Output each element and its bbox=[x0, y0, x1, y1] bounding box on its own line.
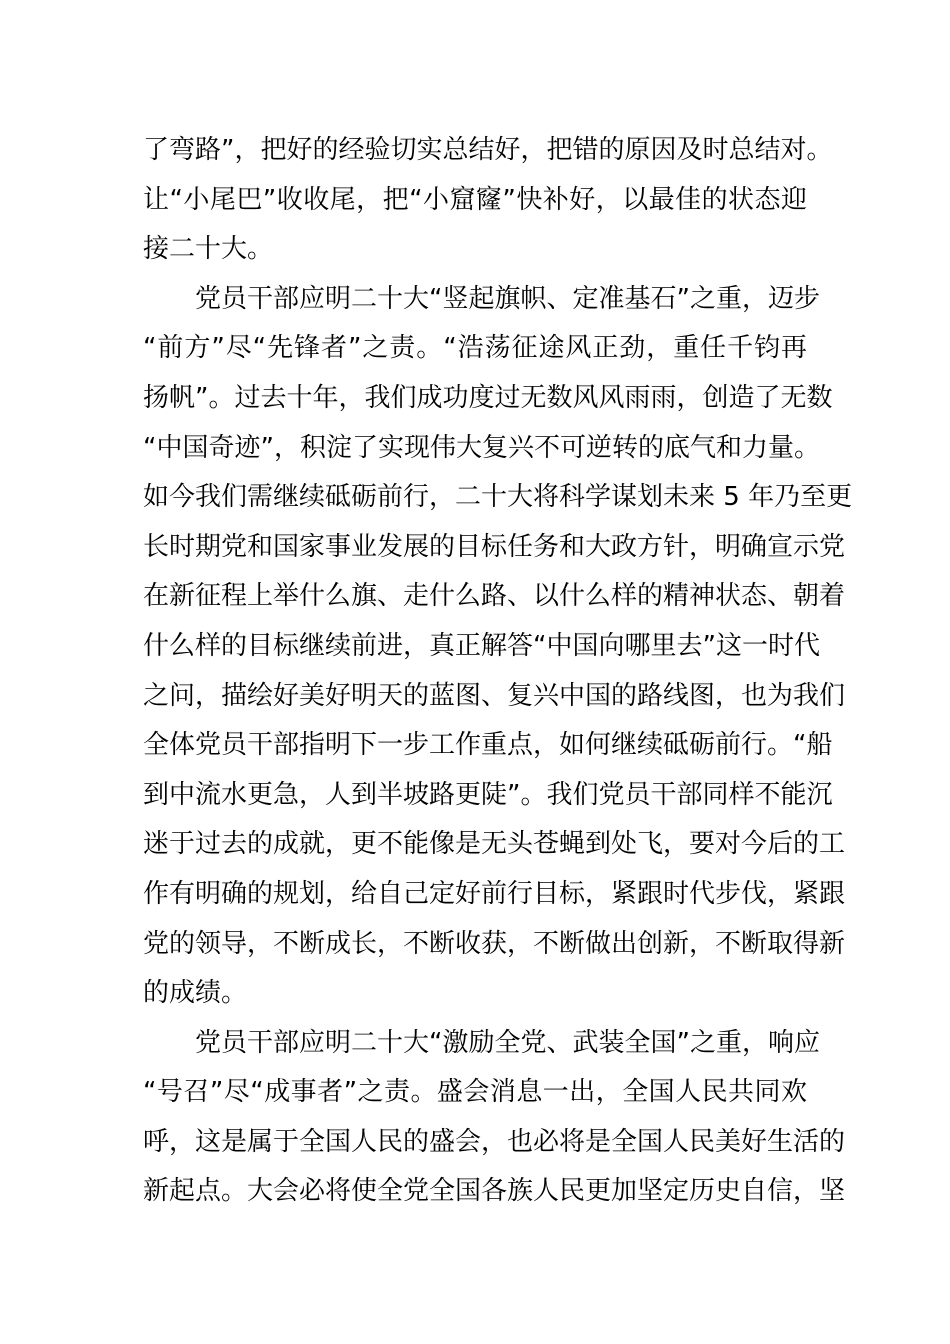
paragraph-3 bbox=[143, 1019, 846, 1217]
text-line: 让“小尾巴”收收尾，把“小窟窿”快补好，以最佳的状态迎 bbox=[143, 184, 807, 215]
text-line: 之问，描绘好美好明天的蓝图、复兴中国的路线图，也为我们 bbox=[143, 680, 846, 711]
text-line: 党的领导，不断成长，不断收获，不断做出创新，不断取得新 bbox=[143, 928, 846, 959]
document-body bbox=[143, 126, 853, 1217]
text-line: 如今我们需继续砥砺前行，二十大将科学谋划未来 5 年乃至更 bbox=[143, 482, 853, 513]
text-line: 了弯路”，把好的经验切实总结好，把错的原因及时总结对。 bbox=[143, 135, 833, 165]
text-line: 全体党员干部指明下一步工作重点，如何继续砥砺前行。“船 bbox=[143, 730, 833, 761]
text-line: “中国奇迹”，积淀了实现伟大复兴不可逆转的底气和力量。 bbox=[143, 432, 820, 463]
text-line: “号召”尽“成事者”之责。盛会消息一出，全国人民共同欢 bbox=[143, 1077, 807, 1108]
text-line: 作有明确的规划，给自己定好前行目标，紧跟时代步伐，紧跟 bbox=[143, 878, 846, 909]
text-line: 在新征程上举什么旗、走什么路、以什么样的精神状态、朝着 bbox=[143, 581, 846, 612]
text-line: 呼，这是属于全国人民的盛会，也必将是全国人民美好生活的 bbox=[143, 1126, 846, 1157]
text-line: 扬帆”。过去十年，我们成功度过无数风风雨雨，创造了无数 bbox=[143, 382, 833, 413]
text-line: 长时期党和国家事业发展的目标任务和大政方针，明确宣示党 bbox=[143, 531, 846, 562]
text-line: 党员干部应明二十大“激励全党、武装全国”之重，响应 bbox=[195, 1027, 820, 1058]
text-line: 接二十大。 bbox=[143, 234, 274, 265]
text-line: 到中流水更急，人到半坡路更陡”。我们党员干部同样不能沉 bbox=[143, 779, 833, 810]
text-line: 迷于过去的成就，更不能像是无头苍蝇到处飞，要对今后的工 bbox=[143, 829, 846, 860]
text-line: 的成绩。 bbox=[143, 978, 248, 1009]
text-line: 什么样的目标继续前进，真正解答“中国向哪里去”这一时代 bbox=[143, 630, 820, 661]
text-line: 新起点。大会必将使全党全国各族人民更加坚定历史自信，坚 bbox=[143, 1176, 846, 1207]
paragraph-1 bbox=[143, 126, 833, 275]
text-line: 党员干部应明二十大“竖起旗帜、定准基石”之重，迈步 bbox=[195, 283, 820, 314]
text-line: “前方”尽“先锋者”之责。“浩荡征途风正劲，重任千钧再 bbox=[143, 333, 807, 364]
paragraph-2 bbox=[143, 275, 853, 1019]
